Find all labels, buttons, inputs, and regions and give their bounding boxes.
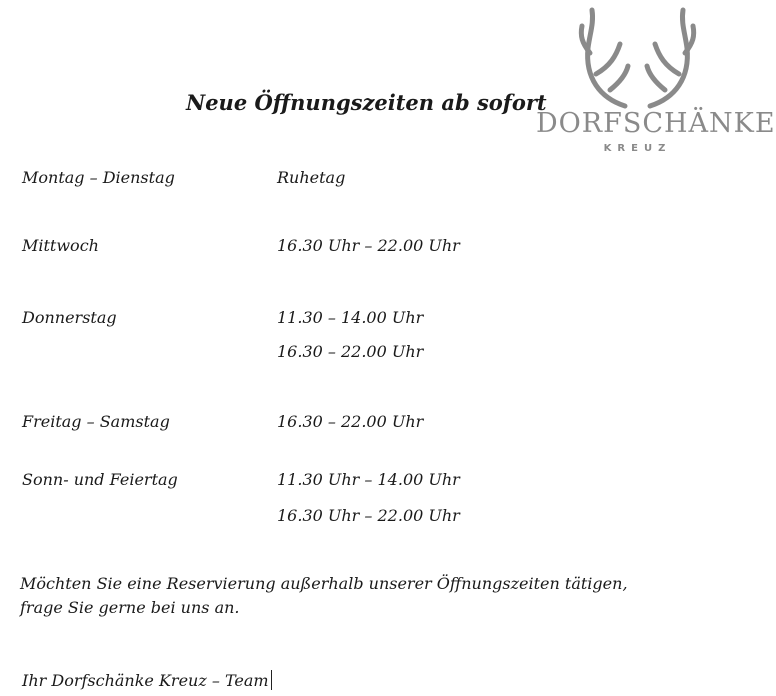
- note-line: Möchten Sie eine Reservierung außerhalb unserer Öffnungszeiten tätigen,: [20, 574, 628, 593]
- schedule-time: 11.30 Uhr – 14.00 Uhr: [277, 470, 460, 489]
- logo: [530, 8, 776, 154]
- text-cursor: [271, 670, 272, 690]
- note-line: frage Sie gerne bei uns an.: [20, 598, 240, 617]
- logo-name: DORFSCHÄNKE: [536, 108, 776, 139]
- schedule-time: 16.30 – 22.00 Uhr: [277, 412, 424, 431]
- schedule-day: Mittwoch: [22, 236, 99, 255]
- signature[interactable]: [22, 670, 272, 690]
- schedule-time: Ruhetag: [277, 168, 346, 187]
- reservation-note: [20, 572, 628, 620]
- antlers-icon: [530, 8, 745, 113]
- schedule-day: Sonn- und Feiertag: [22, 470, 178, 489]
- page-title: Neue Öffnungszeiten ab sofort: [186, 90, 547, 115]
- schedule-time: 16.30 Uhr – 22.00 Uhr: [277, 236, 460, 255]
- signature-text: Ihr Dorfschänke Kreuz – Team: [22, 671, 269, 690]
- schedule-day: Freitag – Samstag: [22, 412, 170, 431]
- logo-subtitle: KREUZ: [603, 143, 672, 154]
- schedule-time: 11.30 – 14.00 Uhr: [277, 308, 424, 327]
- schedule-time: 16.30 – 22.00 Uhr: [277, 342, 424, 361]
- schedule-day: Donnerstag: [22, 308, 117, 327]
- schedule-day: Montag – Dienstag: [22, 168, 175, 187]
- schedule-time: 16.30 Uhr – 22.00 Uhr: [277, 506, 460, 525]
